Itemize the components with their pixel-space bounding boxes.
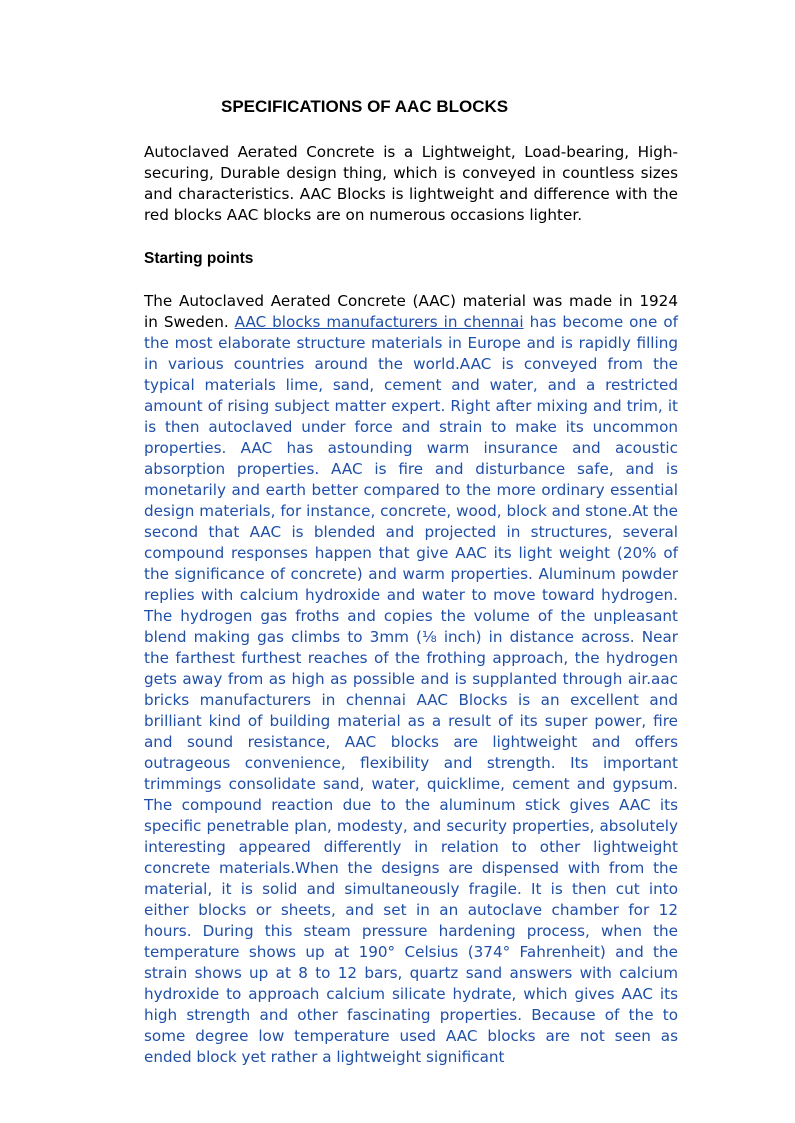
body-paragraph [144,291,678,1068]
intro-paragraph: Autoclaved Aerated Concrete is a Lightweight, Load-bearing, High-securing, Durable design thing, which is conveyed in countless sizes and characteristics. AAC Blocks is lightweight and difference with the red blocks AAC blocks are on numerous occasions lighter. [144,143,678,224]
section-heading: Starting points [144,250,254,267]
page-title: SPECIFICATIONS OF AAC BLOCKS [221,97,509,116]
document-page [144,96,678,1068]
body-continued-text: has become one of the most elaborate structure materials in Europe and is rapidly filling in various countries around the world.AAC is conveyed from the typical materials lime, sand, cement and water, and a restricted amount of rising subject matter expert. Right after mixing and trim, it is then autoclaved under force and strain to make its uncommon properties. AAC has astounding warm insurance and acoustic absorption properties. AAC is fire and disturbance safe, and is monetarily and earth better compared to the more ordinary essential design materials, for instance, concrete, wood, block and stone.At the second that AAC is blended and projected in structures, several compound responses happen that give AAC its light weight (20% of the significance of concrete) and warm properties. Aluminum powder replies with calcium hydroxide and water to move toward hydrogen. The hydrogen gas froths and copies the volume of the unpleasant blend making gas climbs to 3mm (⅛ inch) in distance across. Near the farthest furthest reaches of the frothing approach, the hydrogen gets away from as high as possible and is supplanted through air.aac bricks manufacturers in chennai AAC Blocks is an excellent and brilliant kind of building material as a result of its super power, fire and sound resistance, AAC blocks are lightweight and offers outrageous convenience, flexibility and strength. Its important trimmings consolidate sand, water, quicklime, cement and gypsum. The compound reaction due to the aluminum stick gives AAC its specific penetrable plan, modesty, and security properties, absolutely interesting appeared differently in relation to other lightweight concrete materials.When the designs are dispensed with from the material, it is solid and simultaneously fragile. It is then cut into either blocks or sheets, and set in an autoclave chamber for 12 hours. During this steam pressure hardening process, when the temperature shows up at 190° Celsius (374° Fahrenheit) and the strain shows up at 8 to 12 bars, quartz sand answers with calcium hydroxide to approach calcium silicate hydrate, which gives AAC its high strength and other fascinating properties. Because of the to some degree low temperature used AAC blocks are not seen as ended block yet rather a lightweight significant [144,313,679,1066]
body-lead-text: The Autoclaved Aerated Concrete (AAC) material was made in 1924 in Sweden. [144,292,678,331]
manufacturers-link[interactable]: AAC blocks manufacturers in chennai [234,313,524,331]
